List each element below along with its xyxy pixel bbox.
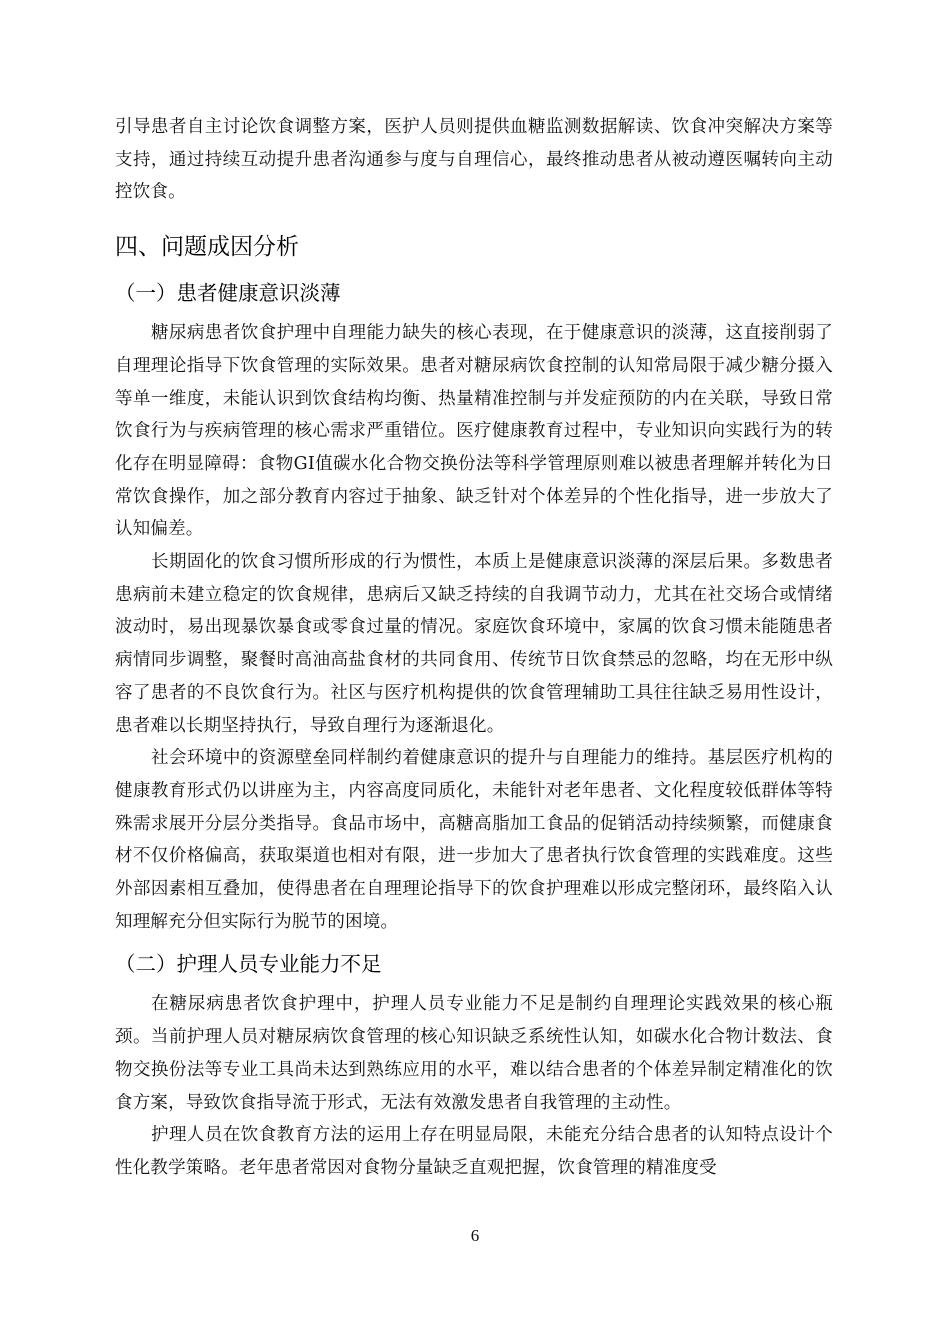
page-content [115,111,833,1185]
body-paragraph: 长期固化的饮食习惯所形成的行为惯性，本质上是健康意识淡薄的深层后果。多数患者患病前未建立稳定的饮食规律，患病后又缺乏持续的自我调节动力，尤其在社交场合或情绪波动时，易出现暴饮暴食或零食过量的情况。家庭饮食环境中，家属的饮食习惯未能随患者病情同步调整，聚餐时高油高盐食材的共同食用、传统节日饮食禁忌的忽略，均在无形中纵容了患者的不良饮食行为。社区与医疗机构提供的饮食管理辅助工具往往缺乏易用性设计，患者难以长期坚持执行，导致自理行为逐渐退化。 [115,552,833,736]
body-paragraph: 护理人员在饮食教育方法的运用上存在明显局限，未能充分结合患者的认知特点设计个性化教学策略。老年患者常因对食物分量缺乏直观把握，饮食管理的精准度受 [115,1125,833,1178]
body-paragraph: 社会环境中的资源壁垒同样制约着健康意识的提升与自理能力的维持。基层医疗机构的健康教育形式仍以讲座为主，内容高度同质化，未能针对老年患者、文化程度较低群体等特殊需求展开分层分类指导。食品市场中，高糖高脂加工食品的促销活动持续频繁，而健康食材不仅价格偏高，获取渠道也相对有限，进一步加大了患者执行饮食管理的实践难度。这些外部因素相互叠加，使得患者在自理理论指导下的饮食护理难以形成完整闭环，最终陷入认知理解充分但实际行为脱节的困境。 [115,748,833,932]
subsection-heading-2: （二）护理人员专业能力不足 [115,952,382,977]
subsection-heading-1: （一）患者健康意识淡薄 [115,281,341,306]
body-paragraph: 在糖尿病患者饮食护理中，护理人员专业能力不足是制约自理理论实践效果的核心瓶颈。当前护理人员对糖尿病饮食管理的核心知识缺乏系统性认知，如碳水化合物计数法、食物交换份法等专业工具尚未达到熟练应用的水平，难以结合患者的个体差异制定精准化的饮食方案，导致饮食指导流于形式，无法有效激发患者自我管理的主动性。 [115,994,833,1113]
section-heading: 四、问题成因分析 [115,234,299,261]
intro-paragraph: 引导患者自主讨论饮食调整方案，医护人员则提供血糖监测数据解读、饮食冲突解决方案等支持，通过持续互动提升患者沟通参与度与自理信心，最终推动患者从被动遵医嘱转向主动控饮食。 [115,117,833,203]
page-number: 6 [470,1226,480,1245]
body-paragraph: 糖尿病患者饮食护理中自理能力缺失的核心表现，在于健康意识的淡薄，这直接削弱了自理理论指导下饮食管理的实际效果。患者对糖尿病饮食控制的认知常局限于减少糖分摄入等单一维度，未能认识到饮食结构均衡、热量精准控制与并发症预防的内在关联，导致日常饮食行为与疾病管理的核心需求严重错位。医疗健康教育过程中，专业知识向实践行为的转化存在明显障碍：食物GI值碳水化合物交换份法等科学管理原则难以被患者理解并转化为日常饮食操作，加之部分教育内容过于抽象、缺乏针对个体差异的个性化指导，进一步放大了认知偏差。 [115,323,833,540]
